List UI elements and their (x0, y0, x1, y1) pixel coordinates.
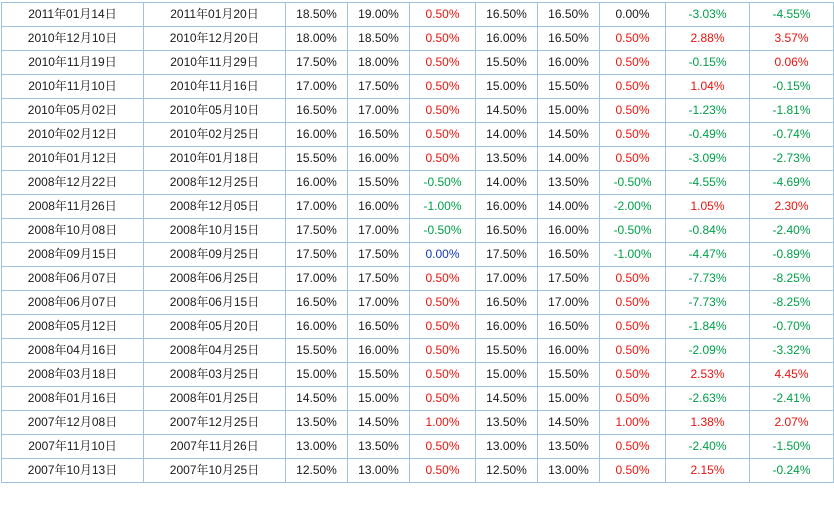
table-cell-index_day1: -2.40% (666, 435, 750, 459)
table-cell-small_before: 13.00% (476, 435, 538, 459)
table-cell-small_before: 15.50% (476, 51, 538, 75)
table-spacer-cell (600, 483, 666, 506)
table-cell-rate_after: 17.50% (348, 75, 410, 99)
table-cell-small_after: 14.00% (538, 147, 600, 171)
table-cell-rate_after: 18.50% (348, 27, 410, 51)
table-cell-effective_date: 2008年09月25日 (144, 243, 286, 267)
table-cell-small_change: 0.50% (600, 123, 666, 147)
table-cell-index_day2: 2.07% (750, 411, 834, 435)
table-cell-effective_date: 2007年12月25日 (144, 411, 286, 435)
table-cell-effective_date: 2007年11月26日 (144, 435, 286, 459)
table-cell-small_after: 16.50% (538, 315, 600, 339)
table-cell-index_day2: 0.06% (750, 51, 834, 75)
table-cell-rate_after: 13.50% (348, 435, 410, 459)
table-row (2, 411, 834, 435)
table-row (2, 123, 834, 147)
table-cell-small_change: 0.50% (600, 75, 666, 99)
table-cell-index_day2: -8.25% (750, 267, 834, 291)
table-cell-announce_date: 2010年12月10日 (2, 27, 144, 51)
table-cell-small_after: 16.00% (538, 51, 600, 75)
table-cell-rate_after: 17.00% (348, 99, 410, 123)
table-cell-rate_before: 17.00% (286, 267, 348, 291)
table-cell-index_day1: 1.38% (666, 411, 750, 435)
table-cell-small_change: 0.50% (600, 51, 666, 75)
table-cell-effective_date: 2008年12月25日 (144, 171, 286, 195)
table-cell-small_change: 0.50% (600, 459, 666, 483)
table-cell-small_after: 15.00% (538, 387, 600, 411)
table-cell-index_day1: 2.53% (666, 363, 750, 387)
table-cell-small_after: 14.00% (538, 195, 600, 219)
table-cell-announce_date: 2008年10月08日 (2, 219, 144, 243)
table-cell-rate_change: -1.00% (410, 195, 476, 219)
table-cell-index_day2: -8.25% (750, 291, 834, 315)
table-cell-rate_before: 16.00% (286, 171, 348, 195)
table-cell-rate_before: 12.50% (286, 459, 348, 483)
table-cell-small_change: 0.50% (600, 147, 666, 171)
table-cell-small_after: 17.00% (538, 291, 600, 315)
table-cell-rate_after: 15.50% (348, 171, 410, 195)
table-cell-index_day1: -2.63% (666, 387, 750, 411)
table-cell-rate_after: 17.50% (348, 267, 410, 291)
table-row (2, 243, 834, 267)
table-spacer-cell (286, 483, 348, 506)
table-cell-small_change: 0.50% (600, 387, 666, 411)
table-cell-rate_after: 13.00% (348, 459, 410, 483)
table-cell-small_before: 14.00% (476, 123, 538, 147)
table-spacer-cell (666, 483, 750, 506)
table-cell-rate_before: 16.50% (286, 291, 348, 315)
table-row (2, 75, 834, 99)
table-cell-small_change: -0.50% (600, 171, 666, 195)
table-cell-small_before: 16.50% (476, 219, 538, 243)
table-cell-effective_date: 2008年06月15日 (144, 291, 286, 315)
table-cell-small_after: 13.50% (538, 171, 600, 195)
table-row (2, 147, 834, 171)
table-cell-small_after: 15.00% (538, 99, 600, 123)
table-cell-rate_change: 0.50% (410, 51, 476, 75)
table-cell-announce_date: 2010年11月10日 (2, 75, 144, 99)
table-cell-rate_change: 0.50% (410, 123, 476, 147)
table-cell-rate_change: 0.50% (410, 3, 476, 27)
table-cell-small_after: 13.00% (538, 459, 600, 483)
table-cell-effective_date: 2010年05月10日 (144, 99, 286, 123)
table-cell-index_day2: -1.81% (750, 99, 834, 123)
table-cell-effective_date: 2010年11月16日 (144, 75, 286, 99)
table-cell-rate_after: 16.00% (348, 195, 410, 219)
table-cell-rate_after: 16.00% (348, 339, 410, 363)
table-row (2, 27, 834, 51)
table-cell-small_before: 13.50% (476, 411, 538, 435)
table-cell-rate_change: 0.50% (410, 459, 476, 483)
table-cell-rate_change: 0.00% (410, 243, 476, 267)
table-cell-effective_date: 2010年02月25日 (144, 123, 286, 147)
table-row (2, 51, 834, 75)
table-cell-rate_before: 15.50% (286, 339, 348, 363)
table-cell-index_day1: -3.03% (666, 3, 750, 27)
table-cell-announce_date: 2010年02月12日 (2, 123, 144, 147)
table-cell-small_before: 15.00% (476, 363, 538, 387)
table-row (2, 387, 834, 411)
table-cell-announce_date: 2008年05月12日 (2, 315, 144, 339)
table-cell-effective_date: 2008年06月25日 (144, 267, 286, 291)
table-cell-rate_change: 0.50% (410, 387, 476, 411)
table-row (2, 291, 834, 315)
table-cell-effective_date: 2008年05月20日 (144, 315, 286, 339)
table-cell-rate_before: 15.00% (286, 363, 348, 387)
table-cell-small_before: 14.50% (476, 387, 538, 411)
table-cell-small_change: 0.50% (600, 363, 666, 387)
table-row (2, 435, 834, 459)
table-cell-rate_change: 0.50% (410, 315, 476, 339)
table-cell-rate_change: 0.50% (410, 363, 476, 387)
table-cell-effective_date: 2010年01月18日 (144, 147, 286, 171)
table-cell-index_day1: 2.88% (666, 27, 750, 51)
table-cell-rate_before: 18.50% (286, 3, 348, 27)
table-cell-index_day2: -0.15% (750, 75, 834, 99)
table-spacer-cell (348, 483, 410, 506)
table-cell-effective_date: 2007年10月25日 (144, 459, 286, 483)
table-cell-rate_after: 18.00% (348, 51, 410, 75)
table-cell-announce_date: 2008年06月07日 (2, 291, 144, 315)
table-cell-announce_date: 2007年10月13日 (2, 459, 144, 483)
table-cell-index_day2: 4.45% (750, 363, 834, 387)
table-cell-rate_before: 16.00% (286, 315, 348, 339)
table-cell-index_day1: -1.84% (666, 315, 750, 339)
table-cell-small_before: 14.00% (476, 171, 538, 195)
table-cell-small_change: -0.50% (600, 219, 666, 243)
table-cell-effective_date: 2010年11月29日 (144, 51, 286, 75)
table-cell-announce_date: 2010年11月19日 (2, 51, 144, 75)
table-cell-index_day2: 2.30% (750, 195, 834, 219)
table-cell-index_day2: -4.69% (750, 171, 834, 195)
table-cell-small_before: 16.00% (476, 27, 538, 51)
table-cell-small_after: 16.50% (538, 27, 600, 51)
table-cell-rate_after: 16.50% (348, 315, 410, 339)
table-cell-small_before: 12.50% (476, 459, 538, 483)
table-cell-index_day2: -0.74% (750, 123, 834, 147)
table-cell-small_before: 15.50% (476, 339, 538, 363)
table-cell-rate_before: 17.50% (286, 51, 348, 75)
table-cell-rate_change: 1.00% (410, 411, 476, 435)
table-cell-effective_date: 2008年10月15日 (144, 219, 286, 243)
table-cell-small_before: 13.50% (476, 147, 538, 171)
table-spacer-row (2, 483, 834, 506)
table-cell-index_day1: -0.84% (666, 219, 750, 243)
table-cell-small_before: 15.00% (476, 75, 538, 99)
table-cell-small_change: 0.50% (600, 435, 666, 459)
table-cell-announce_date: 2007年11月10日 (2, 435, 144, 459)
table-cell-small_after: 17.50% (538, 267, 600, 291)
table-cell-rate_change: 0.50% (410, 75, 476, 99)
table-cell-rate_change: 0.50% (410, 435, 476, 459)
table-cell-index_day2: 3.57% (750, 27, 834, 51)
table-cell-index_day2: -1.50% (750, 435, 834, 459)
table-cell-small_after: 14.50% (538, 123, 600, 147)
table-cell-small_change: 0.00% (600, 3, 666, 27)
table-cell-small_after: 16.50% (538, 3, 600, 27)
table-cell-announce_date: 2008年04月16日 (2, 339, 144, 363)
table-cell-small_change: 1.00% (600, 411, 666, 435)
table-cell-index_day1: 1.05% (666, 195, 750, 219)
reserve-ratio-table (1, 2, 834, 506)
table-cell-rate_after: 15.50% (348, 363, 410, 387)
table-cell-small_before: 17.00% (476, 267, 538, 291)
table-cell-rate_after: 16.00% (348, 147, 410, 171)
table-cell-rate_after: 16.50% (348, 123, 410, 147)
table-cell-index_day1: 1.04% (666, 75, 750, 99)
table-cell-rate_before: 14.50% (286, 387, 348, 411)
table-cell-index_day2: -0.89% (750, 243, 834, 267)
table-body (2, 3, 834, 506)
table-cell-rate_after: 15.00% (348, 387, 410, 411)
table-cell-small_change: 0.50% (600, 291, 666, 315)
table-cell-rate_before: 16.50% (286, 99, 348, 123)
table-cell-announce_date: 2007年12月08日 (2, 411, 144, 435)
table-cell-index_day2: -2.40% (750, 219, 834, 243)
table-cell-index_day2: -4.55% (750, 3, 834, 27)
table-cell-small_before: 16.50% (476, 291, 538, 315)
table-cell-small_change: 0.50% (600, 315, 666, 339)
table-row (2, 267, 834, 291)
table-row (2, 3, 834, 27)
table-cell-effective_date: 2010年12月20日 (144, 27, 286, 51)
table-spacer-cell (144, 483, 286, 506)
table-cell-small_after: 13.50% (538, 435, 600, 459)
table-spacer-cell (750, 483, 834, 506)
table-cell-rate_change: -0.50% (410, 171, 476, 195)
table-cell-small_change: -1.00% (600, 243, 666, 267)
table-cell-rate_change: 0.50% (410, 99, 476, 123)
table-row (2, 99, 834, 123)
table-cell-announce_date: 2008年12月22日 (2, 171, 144, 195)
table-cell-small_after: 16.00% (538, 219, 600, 243)
table-cell-index_day1: -3.09% (666, 147, 750, 171)
table-row (2, 339, 834, 363)
table-cell-index_day1: -0.49% (666, 123, 750, 147)
table-cell-small_change: 0.50% (600, 99, 666, 123)
table-cell-small_before: 16.00% (476, 195, 538, 219)
table-spacer-cell (2, 483, 144, 506)
table-cell-rate_change: 0.50% (410, 291, 476, 315)
table-cell-rate_after: 17.00% (348, 219, 410, 243)
table-cell-rate_before: 16.00% (286, 123, 348, 147)
table-cell-index_day1: -2.09% (666, 339, 750, 363)
table-cell-effective_date: 2008年03月25日 (144, 363, 286, 387)
table-cell-rate_before: 17.50% (286, 243, 348, 267)
table-cell-index_day2: -3.32% (750, 339, 834, 363)
table-cell-small_change: -2.00% (600, 195, 666, 219)
table-row (2, 219, 834, 243)
table-cell-rate_before: 17.00% (286, 75, 348, 99)
table-cell-announce_date: 2010年05月02日 (2, 99, 144, 123)
table-cell-small_after: 16.50% (538, 243, 600, 267)
table-cell-small_after: 15.50% (538, 363, 600, 387)
table-cell-effective_date: 2008年04月25日 (144, 339, 286, 363)
table-cell-small_before: 17.50% (476, 243, 538, 267)
table-cell-announce_date: 2010年01月12日 (2, 147, 144, 171)
table-cell-rate_after: 14.50% (348, 411, 410, 435)
table-cell-effective_date: 2008年01月25日 (144, 387, 286, 411)
table-cell-announce_date: 2008年03月18日 (2, 363, 144, 387)
table-cell-index_day2: -2.41% (750, 387, 834, 411)
table-cell-rate_before: 17.50% (286, 219, 348, 243)
table-cell-small_after: 15.50% (538, 75, 600, 99)
table-cell-index_day2: -0.70% (750, 315, 834, 339)
table-cell-index_day1: -4.47% (666, 243, 750, 267)
table-cell-index_day2: -2.73% (750, 147, 834, 171)
table-cell-index_day2: -0.24% (750, 459, 834, 483)
table-cell-rate_before: 15.50% (286, 147, 348, 171)
table-cell-announce_date: 2011年01月14日 (2, 3, 144, 27)
table-cell-small_change: 0.50% (600, 267, 666, 291)
table-cell-index_day1: -1.23% (666, 99, 750, 123)
table-cell-rate_after: 19.00% (348, 3, 410, 27)
table-spacer-cell (476, 483, 538, 506)
table-cell-rate_change: 0.50% (410, 339, 476, 363)
table-cell-rate_before: 13.00% (286, 435, 348, 459)
table-cell-small_before: 16.50% (476, 3, 538, 27)
table-cell-index_day1: -7.73% (666, 267, 750, 291)
table-row (2, 195, 834, 219)
table-cell-small_before: 14.50% (476, 99, 538, 123)
table-cell-effective_date: 2008年12月05日 (144, 195, 286, 219)
table-cell-small_change: 0.50% (600, 27, 666, 51)
table-cell-rate_after: 17.00% (348, 291, 410, 315)
table-cell-announce_date: 2008年06月07日 (2, 267, 144, 291)
table-cell-small_after: 16.00% (538, 339, 600, 363)
table-cell-small_change: 0.50% (600, 339, 666, 363)
table-cell-rate_after: 17.50% (348, 243, 410, 267)
table-cell-rate_before: 13.50% (286, 411, 348, 435)
table-cell-rate_change: -0.50% (410, 219, 476, 243)
table-cell-index_day1: -7.73% (666, 291, 750, 315)
table-cell-announce_date: 2008年01月16日 (2, 387, 144, 411)
table-cell-small_after: 14.50% (538, 411, 600, 435)
table-cell-announce_date: 2008年09月15日 (2, 243, 144, 267)
table-cell-rate_change: 0.50% (410, 267, 476, 291)
table-row (2, 171, 834, 195)
table-row (2, 315, 834, 339)
table-cell-index_day1: -4.55% (666, 171, 750, 195)
table-cell-rate_change: 0.50% (410, 27, 476, 51)
table-cell-effective_date: 2011年01月20日 (144, 3, 286, 27)
table-cell-rate_before: 18.00% (286, 27, 348, 51)
table-row (2, 363, 834, 387)
table-spacer-cell (410, 483, 476, 506)
table-cell-index_day1: -0.15% (666, 51, 750, 75)
table-cell-index_day1: 2.15% (666, 459, 750, 483)
table-row (2, 459, 834, 483)
table-cell-rate_before: 17.00% (286, 195, 348, 219)
table-cell-announce_date: 2008年11月26日 (2, 195, 144, 219)
table-cell-rate_change: 0.50% (410, 147, 476, 171)
table-cell-small_before: 16.00% (476, 315, 538, 339)
table-spacer-cell (538, 483, 600, 506)
